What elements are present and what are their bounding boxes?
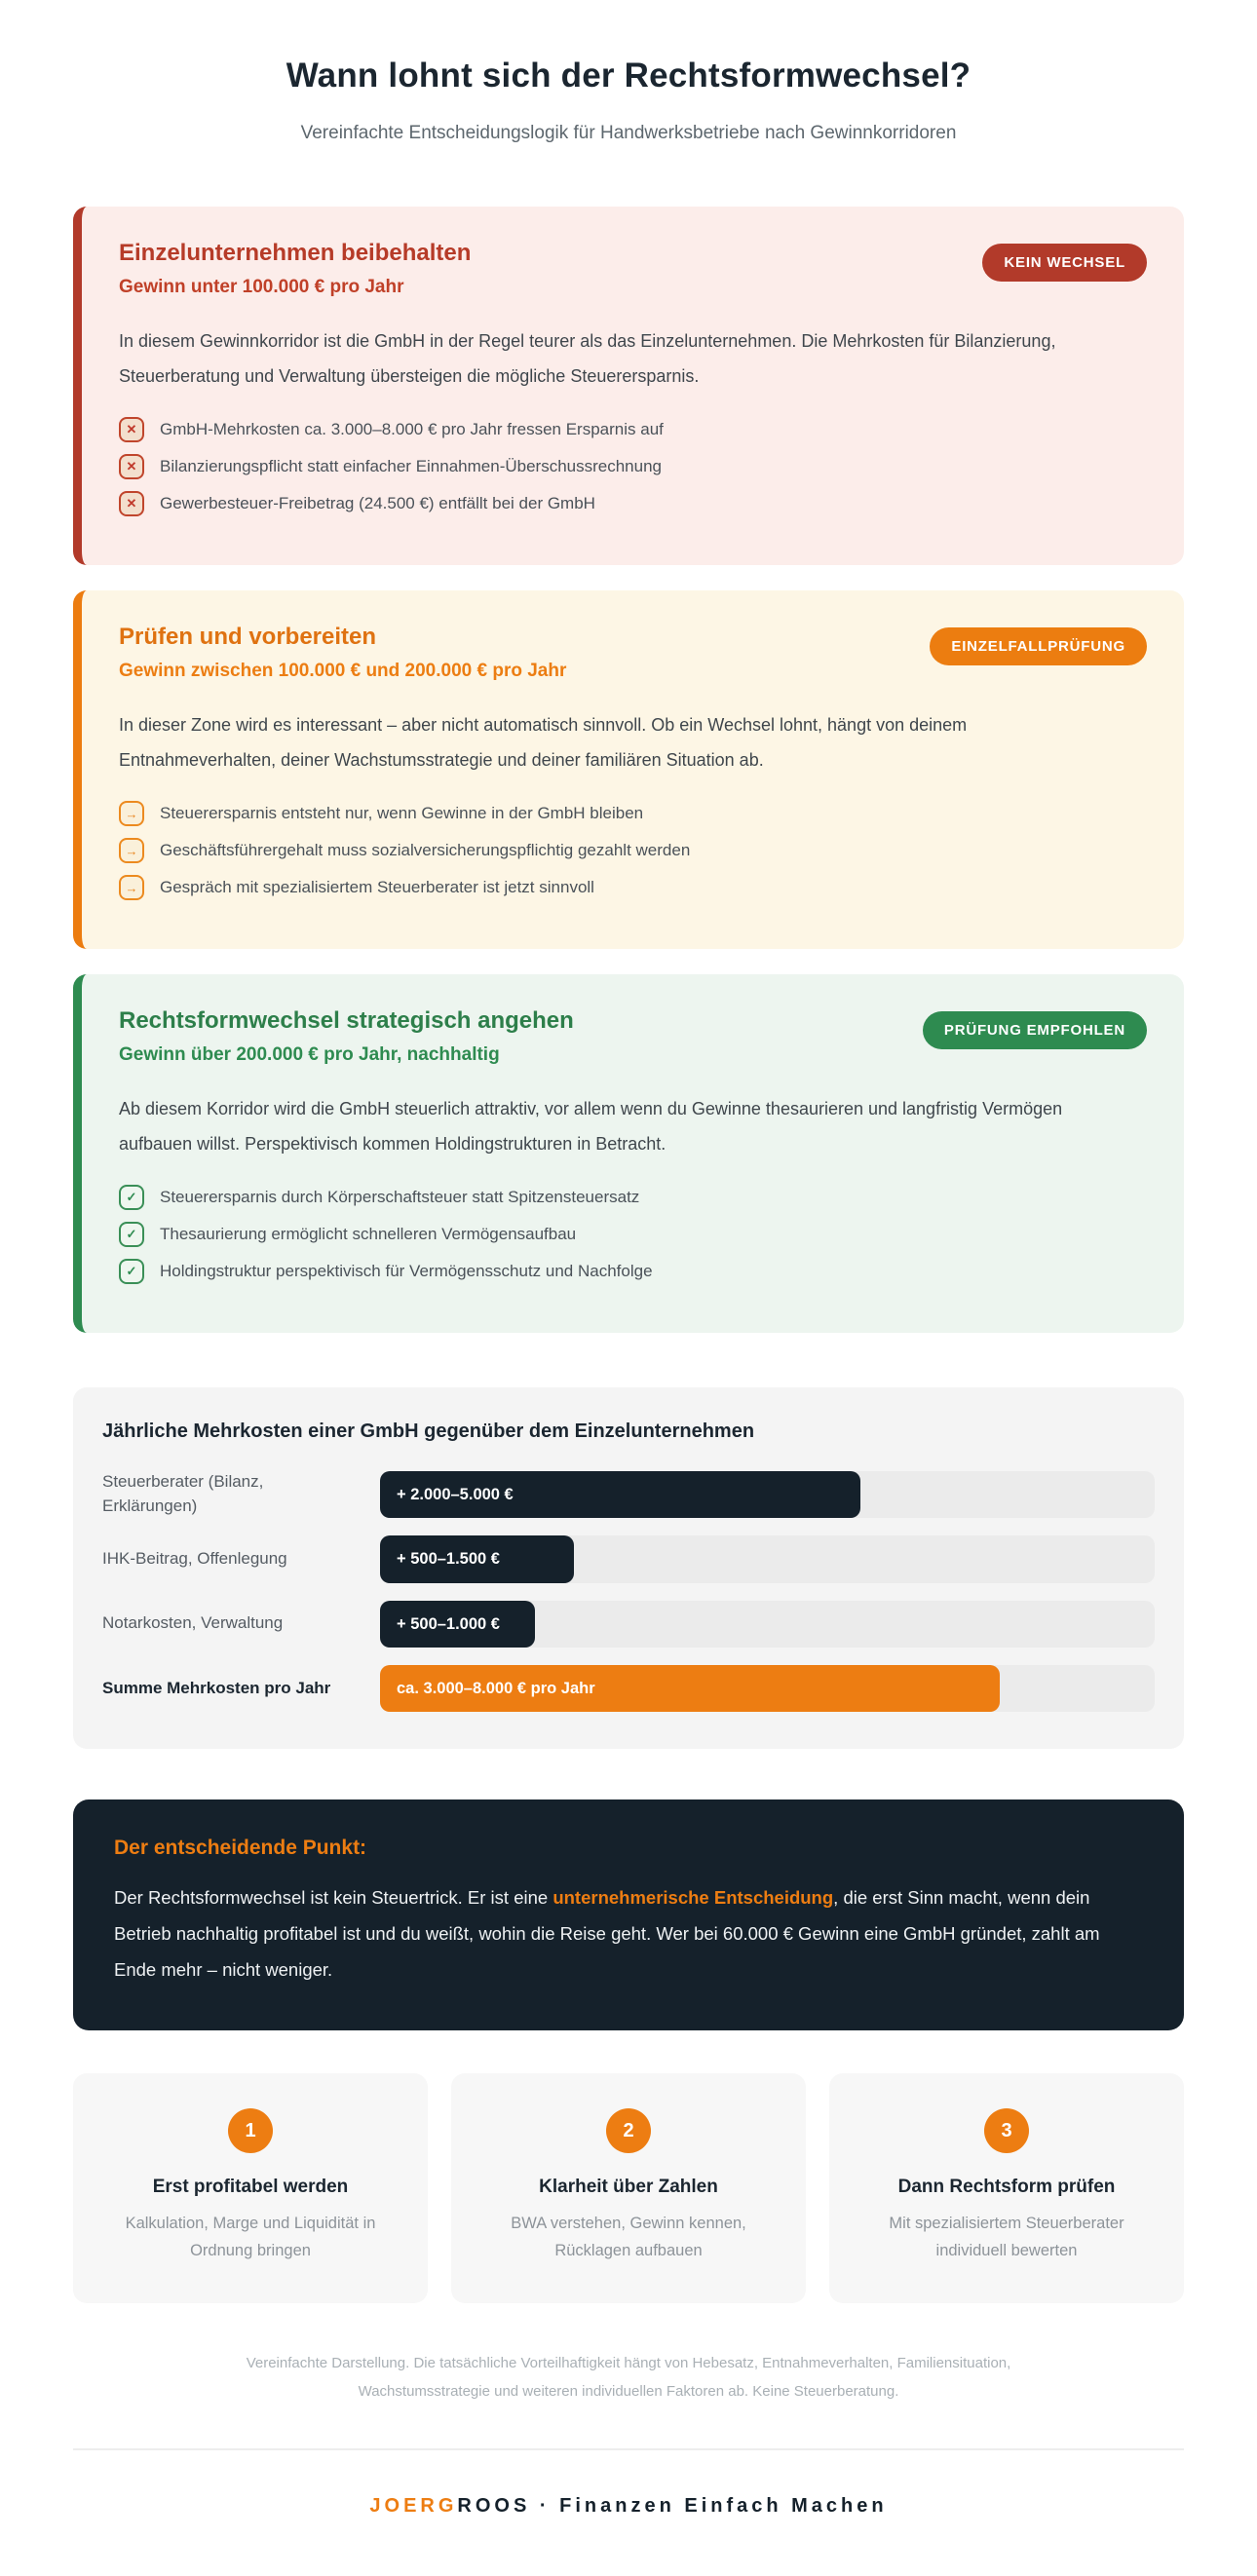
list-item: [119, 491, 1147, 516]
card-range: Gewinn unter 100.000 € pro Jahr: [119, 277, 404, 297]
chart-row: [102, 1535, 1155, 1582]
chart-row-label: Summe Mehrkosten pro Jahr: [102, 1678, 331, 1697]
chart-track: [380, 1535, 1155, 1582]
chart-row-total: [102, 1665, 1155, 1712]
card-head: [119, 240, 1147, 323]
cross-icon: ✕: [119, 417, 144, 442]
card-item-list: [119, 417, 1147, 516]
chart-track: [380, 1471, 1155, 1518]
list-item-text: Thesaurierung ermöglicht schnelleren Vermögensaufbau: [160, 1225, 577, 1243]
chart-track: [380, 1665, 1155, 1712]
chart-track: [380, 1601, 1155, 1648]
callout-body: [114, 1879, 1143, 1988]
page-title: Wann lohnt sich der Rechtsformwechsel?: [286, 57, 971, 95]
list-item: [119, 875, 1147, 900]
page-subtitle: Vereinfachte Entscheidungslogik für Handwerksbetriebe nach Gewinnkorridoren: [300, 123, 957, 143]
callout-text-post: , die erst Sinn macht, wenn dein Betrieb nachhaltig profitabel ist und du weißt, wohin die Reise geht. Wer bei 60.000 € Gewinn eine GmbH gründet, zahlt am Ende mehr – nicht weniger.: [114, 1887, 1100, 1981]
step-card-3: [829, 2073, 1184, 2303]
list-item: [119, 838, 1147, 863]
list-item-text: Steuerersparnis durch Körperschaftsteuer statt Spitzensteuersatz: [160, 1188, 640, 1206]
chart-bar: [380, 1601, 535, 1648]
chart-bar-value: + 500–1.500 €: [397, 1550, 500, 1569]
list-item-text: Gespräch mit spezialisiertem Steuerberater ist jetzt sinnvoll: [160, 878, 594, 896]
step-description: Mit spezialisiertem Steuerberater individuell bewerten: [889, 2215, 1124, 2260]
step-description: Kalkulation, Marge und Liquidität in Ordnung bringen: [125, 2215, 376, 2260]
card-head-text: [119, 1007, 574, 1091]
list-item: [119, 1259, 1147, 1284]
disclaimer-text: Vereinfachte Darstellung. Die tatsächliche Vorteilhaftigkeit hängt von Hebesatz, Entnahmeverhalten, Familiensituation, Wachstumsstrategie und weiteren individuellen Faktoren ab. Keine Steuerberatung.: [246, 2355, 1011, 2400]
card-body: In diesem Gewinnkorridor ist die GmbH in der Regel teurer als das Einzelunternehmen. Die Mehrkosten für Bilanzierung, Steuerberatung und Verwaltung übersteigen die mögliche Steuerersparnis.: [119, 331, 1056, 386]
card-title: Prüfen und vorbereiten: [119, 624, 377, 650]
brand-logo: [73, 2495, 1184, 2576]
chart-row-label: Steuerberater (Bilanz, Erklärungen): [102, 1472, 264, 1515]
card-item-list: [119, 1185, 1147, 1284]
brand-tagline: Finanzen Einfach Machen: [559, 2495, 888, 2518]
callout-highlight: unternehmerische Entscheidung: [552, 1887, 834, 1909]
card-body: Ab diesem Korridor wird die GmbH steuerlich attraktiv, vor allem wenn du Gewinne thesaurieren und langfristig Vermögen aufbauen willst. Perspektivisch kommen Holdingstrukturen in Betracht.: [119, 1099, 1063, 1154]
step-number-badge: 2: [606, 2108, 651, 2153]
corridor-card-kein-wechsel: [73, 207, 1184, 565]
card-body: In dieser Zone wird es interessant – aber nicht automatisch sinnvoll. Ob ein Wechsel lohnt, hängt von deinem Entnahmeverhalten, deiner Wachstumsstrategie und deiner familiären Situation ab.: [119, 715, 968, 770]
list-item-text: GmbH-Mehrkosten ca. 3.000–8.000 € pro Jahr fressen Ersparnis auf: [160, 420, 664, 438]
cross-icon: ✕: [119, 491, 144, 516]
list-item: [119, 1222, 1147, 1247]
chart-bar-value: + 2.000–5.000 €: [397, 1485, 514, 1503]
list-item: [119, 454, 1147, 479]
card-title: Einzelunternehmen beibehalten: [119, 240, 472, 266]
list-item-text: Bilanzierungspflicht statt einfacher Einnahmen-Überschussrechnung: [160, 457, 663, 475]
list-item: [119, 417, 1147, 442]
arrow-right-icon: →: [119, 838, 144, 863]
cost-chart-panel: [73, 1387, 1184, 1749]
card-range: Gewinn zwischen 100.000 € und 200.000 € pro Jahr: [119, 661, 567, 681]
card-range: Gewinn über 200.000 € pro Jahr, nachhaltig: [119, 1044, 500, 1065]
step-title: Erst profitabel werden: [152, 2177, 349, 2198]
chart-row-label: IHK-Beitrag, Offenlegung: [102, 1549, 287, 1569]
callout-text-pre: Der Rechtsformwechsel ist kein Steuertrick. Er ist eine: [114, 1887, 553, 1909]
chart-row: [102, 1601, 1155, 1648]
list-item-text: Holdingstruktur perspektivisch für Vermögensschutz und Nachfolge: [160, 1262, 653, 1280]
step-number-badge: 1: [228, 2108, 273, 2153]
step-description: BWA verstehen, Gewinn kennen, Rücklagen aufbauen: [511, 2215, 746, 2260]
chart-title: Jährliche Mehrkosten einer GmbH gegenüber dem Einzelunternehmen: [102, 1421, 755, 1442]
card-head: [119, 1007, 1147, 1091]
check-icon: ✓: [119, 1185, 144, 1210]
corridor-card-einzelfallpruefung: [73, 590, 1184, 949]
card-head-text: [119, 240, 471, 323]
step-card-2: [451, 2073, 806, 2303]
arrow-right-icon: →: [119, 801, 144, 826]
chart-row: [102, 1470, 1155, 1518]
chart-row-label: Notarkosten, Verwaltung: [102, 1613, 284, 1633]
list-item: [119, 1185, 1147, 1210]
card-head-text: [119, 624, 566, 707]
callout-title: Der entscheidende Punkt:: [114, 1837, 367, 1860]
list-item-text: Geschäftsführergehalt muss sozialversicherungspflichtig gezahlt werden: [160, 841, 691, 859]
list-item-text: Gewerbesteuer-Freibetrag (24.500 €) entfällt bei der GmbH: [160, 494, 595, 512]
footer-divider: [73, 2448, 1184, 2450]
arrow-right-icon: →: [119, 875, 144, 900]
status-badge-einzelfallpruefung: EINZELFALLPRÜFUNG: [930, 627, 1147, 665]
step-title: Dann Rechtsform prüfen: [897, 2177, 1116, 2198]
step-card-1: [73, 2073, 428, 2303]
brand-logo-primary: JOERG: [369, 2495, 458, 2518]
status-badge-pruefung-empfohlen: PRÜFUNG EMPFOHLEN: [923, 1011, 1147, 1049]
chart-bar-value: ca. 3.000–8.000 € pro Jahr: [397, 1679, 595, 1697]
chart-bar-total: [380, 1665, 1000, 1712]
step-title: Klarheit über Zahlen: [539, 2177, 718, 2198]
step-number-badge: 3: [984, 2108, 1029, 2153]
brand-logo-secondary: ROOS: [457, 2495, 531, 2518]
list-item: [119, 801, 1147, 826]
status-badge-kein-wechsel: KEIN WECHSEL: [982, 244, 1147, 282]
chart-bar-value: + 500–1.000 €: [397, 1614, 500, 1633]
card-item-list: [119, 801, 1147, 900]
chart-bar: [380, 1471, 860, 1518]
brand-separator: ·: [539, 2495, 551, 2518]
chart-bar: [380, 1535, 574, 1582]
cross-icon: ✕: [119, 454, 144, 479]
page: [73, 0, 1184, 2576]
list-item-text: Steuerersparnis entsteht nur, wenn Gewinne in der GmbH bleiben: [160, 804, 644, 822]
check-icon: ✓: [119, 1222, 144, 1247]
check-icon: ✓: [119, 1259, 144, 1284]
key-point-callout: [73, 1799, 1184, 2030]
card-title: Rechtsformwechsel strategisch angehen: [119, 1007, 574, 1034]
card-head: [119, 624, 1147, 707]
corridor-card-pruefung-empfohlen: [73, 974, 1184, 1333]
steps-row: [73, 2073, 1184, 2303]
